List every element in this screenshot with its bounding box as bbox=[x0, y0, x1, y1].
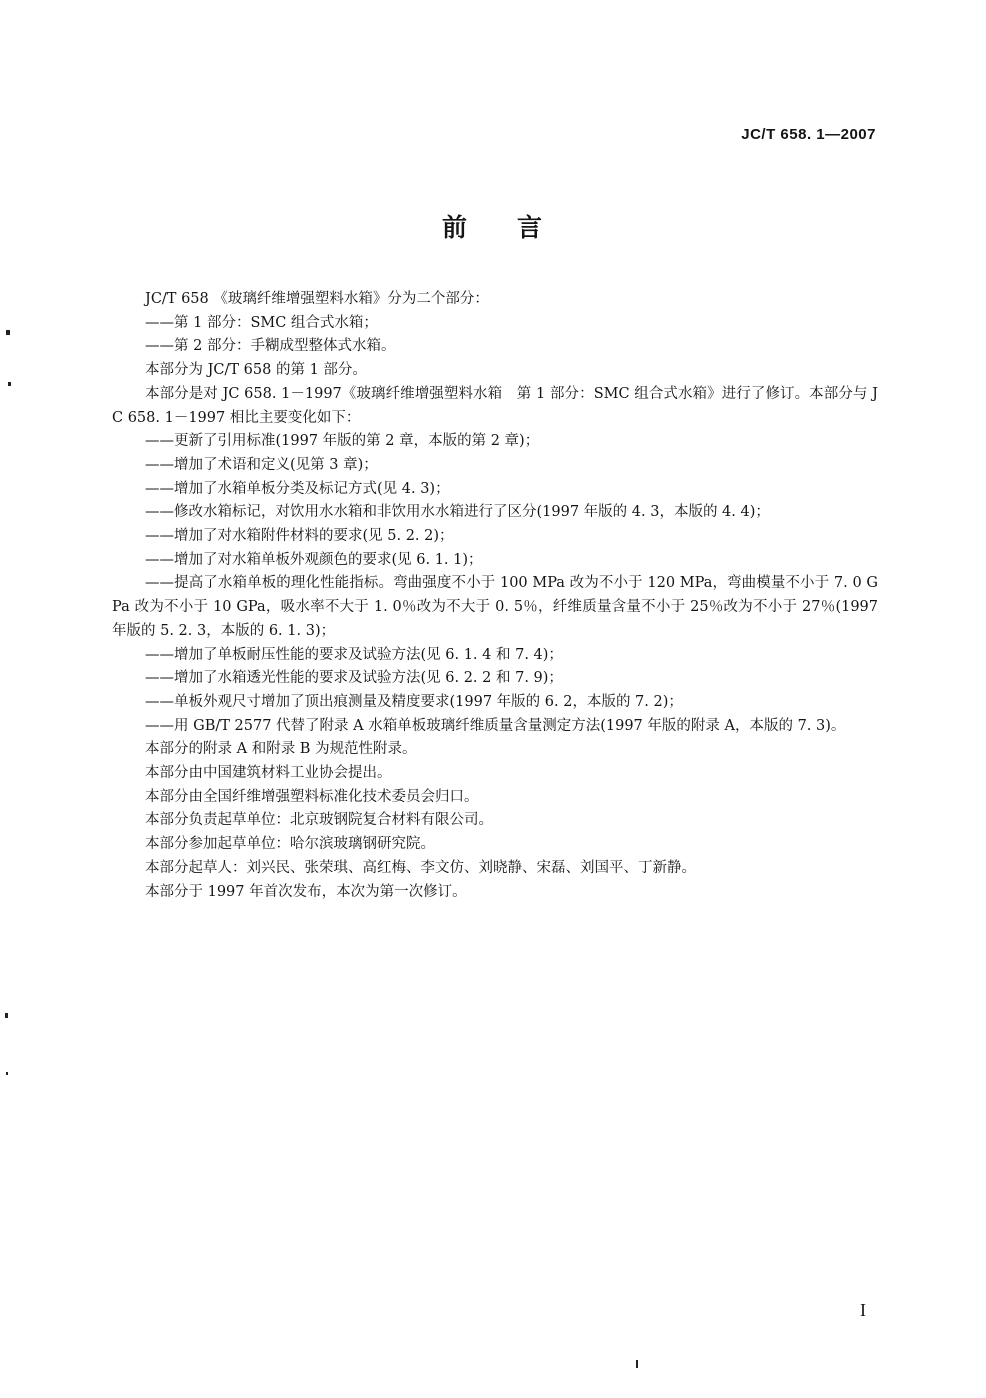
paragraph: ——增加了单板耐压性能的要求及试验方法(见 6. 1. 4 和 7. 4)； bbox=[145, 646, 563, 663]
paragraph: ——第 2 部分：手糊成型整体式水箱。 bbox=[145, 338, 396, 355]
paragraph: ——增加了水箱透光性能的要求及试验方法(见 6. 2. 2 和 7. 9)； bbox=[145, 670, 563, 687]
paragraph: ——用 GB/T 2577 代替了附录 A 水箱单板玻璃纤维质量含量测定方法(1997 年版的附录 A，本版的 7. 3)。 bbox=[145, 717, 846, 734]
paragraph: ——第 1 部分：SMC 组合式水箱； bbox=[145, 314, 378, 331]
paragraph: 本部分是对 JC 658. 1－1997《玻璃纤维增强塑料水箱 第 1 部分：SMC 组合式水箱》进行了修订。本部分与 JC 658. 1－1997 相比主要变化如下： bbox=[112, 385, 878, 426]
paragraph: ——提高了水箱单板的理化性能指标。弯曲强度不小于 100 MPa 改为不小于 120 MPa，弯曲模量不小于 7. 0 GPa 改为不小于 10 GPa，吸水率不大于 1. 0％改为不大于 0. 5％，纤维质量含量不小于 25％改为不小于 27％(1997 年版的 5. 2. 3，本版的 6. 1. 3)； bbox=[112, 575, 878, 639]
paragraph: ——更新了引用标准(1997 年版的第 2 章，本版的第 2 章)； bbox=[145, 433, 540, 450]
paragraph: 本部分为 JC/T 658 的第 1 部分。 bbox=[145, 362, 367, 379]
paragraph: ——增加了术语和定义(见第 3 章)； bbox=[145, 456, 378, 473]
scan-speck bbox=[6, 330, 10, 335]
paragraph: ——单板外观尺寸增加了顶出痕测量及精度要求(1997 年版的 6. 2，本版的 7. 2)； bbox=[145, 693, 683, 710]
paragraph: 本部分负责起草单位：北京玻钢院复合材料有限公司。 bbox=[145, 812, 493, 829]
paragraph: 本部分由全国纤维增强塑料标准化技术委员会归口。 bbox=[145, 788, 479, 805]
paragraph: 本部分参加起草单位：哈尔滨玻璃钢研究院。 bbox=[145, 836, 435, 853]
page-number: I bbox=[860, 1300, 866, 1320]
paragraph: 本部分的附录 A 和附录 B 为规范性附录。 bbox=[145, 741, 417, 758]
scan-speck bbox=[5, 1013, 8, 1018]
paragraph: 本部分于 1997 年首次发布，本次为第一次修订。 bbox=[145, 883, 467, 900]
page-title-char-2: 言 bbox=[517, 213, 545, 242]
paragraph: ——增加了对水箱单板外观颜色的要求(见 6. 1. 1)； bbox=[145, 551, 483, 568]
page-title-char-1: 前 bbox=[441, 213, 469, 242]
standard-code: JC/T 658. 1—2007 bbox=[741, 126, 876, 143]
paragraph: ——增加了对水箱附件材料的要求(见 5. 2. 2)； bbox=[145, 528, 454, 545]
paragraph: ——修改水箱标记，对饮用水水箱和非饮用水水箱进行了区分(1997 年版的 4. 3，本版的 4. 4)； bbox=[145, 504, 770, 521]
foreword-body bbox=[112, 288, 878, 904]
paragraph: 本部分起草人：刘兴民、张荣琪、高红梅、李文仿、刘晓静、宋磊、刘国平、丁新静。 bbox=[145, 859, 696, 876]
page-title bbox=[0, 208, 986, 244]
paragraph: 本部分由中国建筑材料工业协会提出。 bbox=[145, 765, 392, 782]
paragraph: ——增加了水箱单板分类及标记方式(见 4. 3)； bbox=[145, 480, 450, 497]
scan-speck bbox=[6, 1072, 8, 1075]
scan-speck bbox=[636, 1360, 638, 1368]
scan-speck bbox=[8, 382, 11, 386]
paragraph: JC/T 658 《玻璃纤维增强塑料水箱》分为二个部分： bbox=[145, 291, 489, 307]
